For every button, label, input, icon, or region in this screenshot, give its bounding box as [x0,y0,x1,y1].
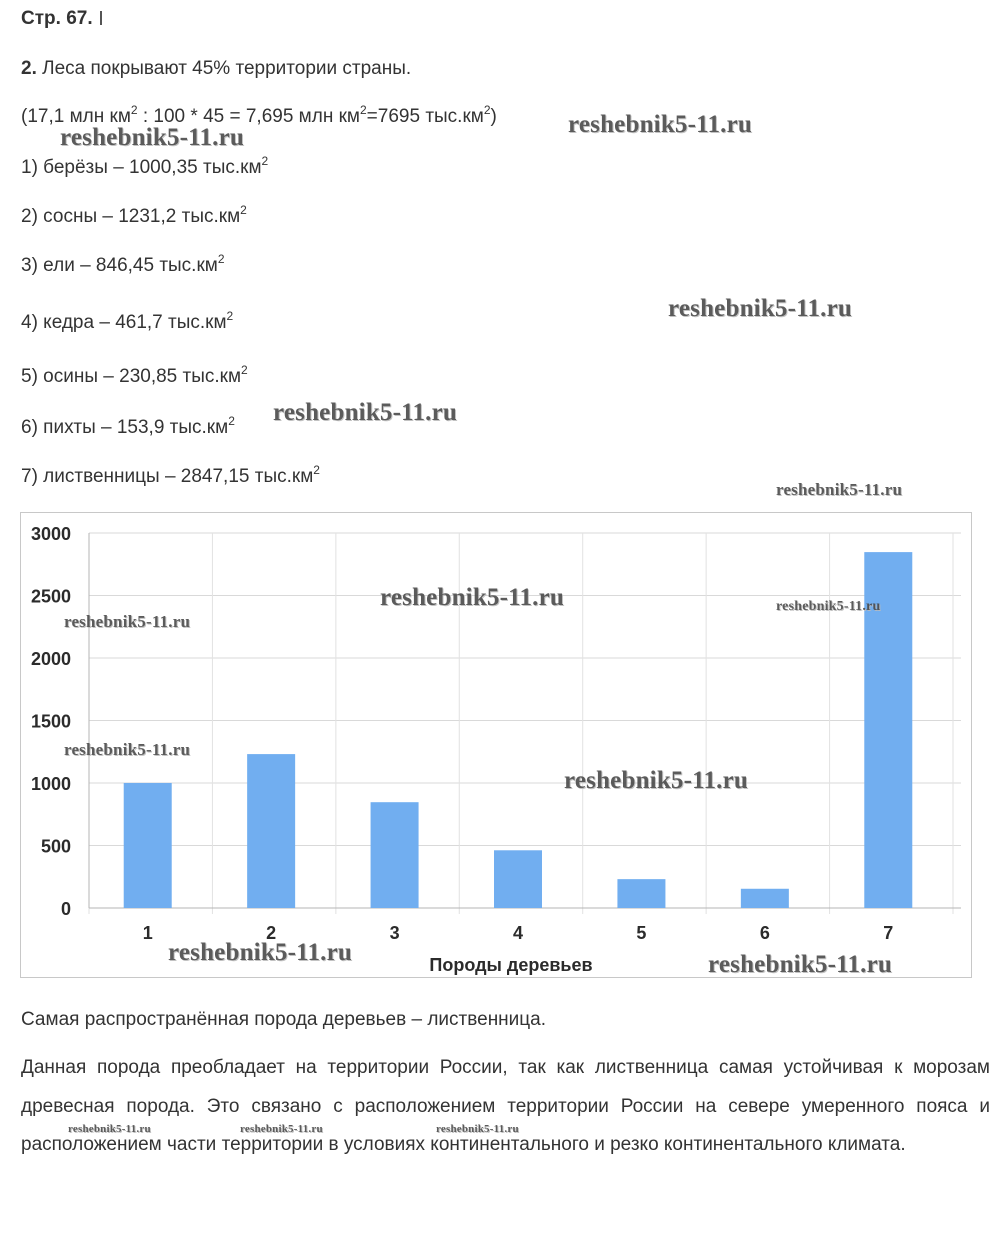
calc-part-d: ) [490,106,497,127]
watermark: reshebnik5-11.ru [68,1123,151,1135]
page-reference-cursor [100,11,102,25]
list-item-sup: 2 [240,203,247,217]
task-statement-text: Леса покрывают 45% территории страны. [42,58,412,79]
watermark: reshebnik5-11.ru [564,767,749,794]
y-tick-label: 3000 [30,524,71,544]
list-item [21,154,269,179]
conclusion-paragraph: Данная порода преобладает на территории России, так как лиственница самая устойчивая к морозам древесная порода. Это связано с расположением территории России на севере умеренного пояса и расположением части территории в условиях континентального и резко континентального климата. [21,1057,990,1155]
x-tick-label: 5 [636,923,647,943]
calc-part-b: : 100 * 45 = 7,695 млн км [137,106,360,127]
y-tick-label: 500 [40,836,71,857]
x-tick-label: 2 [266,923,277,943]
watermark: reshebnik5-11.ru [273,399,458,426]
list-item-text: 1) берёзы – 1000,35 тыс.км [21,157,262,178]
watermark: reshebnik5-11.ru [64,740,191,759]
y-tick-label: 1000 [30,774,71,794]
list-item-text: 6) пихты – 153,9 тыс.км [21,417,229,438]
list-item-text: 7) лиственницы – 2847,15 тыс.км [21,466,314,487]
x-tick-label: 6 [759,923,770,943]
list-item-sup: 2 [261,154,269,168]
watermark: reshebnik5-11.ru [708,951,893,978]
y-tick-label: 2000 [30,649,71,669]
x-tick-label: 1 [142,923,153,943]
x-axis-label: Породы деревьев [429,955,593,975]
x-tick-label: 4 [512,923,524,943]
conclusion-summary: Самая распространённая порода деревьев – лиственница. [21,1009,547,1030]
bar [371,802,419,908]
watermark: reshebnik5-11.ru [776,599,881,614]
list-item-sup: 2 [217,252,225,266]
calc-part-a: (17,1 млн км [21,106,131,127]
watermark: reshebnik5-11.ru [240,1123,323,1135]
bar [617,879,665,908]
y-tick-label: 0 [60,899,71,919]
page-reference [21,8,102,30]
list-item-sup: 2 [228,414,235,428]
bar [247,754,295,908]
watermark: reshebnik5-11.ru [776,480,903,499]
list-item-text: 3) ели – 846,45 тыс.км [21,255,218,276]
list-item-sup: 2 [313,463,320,477]
watermark: reshebnik5-11.ru [568,111,753,138]
task-statement [21,58,411,80]
y-tick-label: 2500 [30,586,71,607]
x-tick-label: 7 [883,923,894,943]
list-item-text: 5) осины – 230,85 тыс.км [21,366,242,387]
list-item [21,252,225,277]
bar [494,850,542,908]
watermark: reshebnik5-11.ru [60,124,245,151]
list-item-text: 4) кедра – 461,7 тыс.км [21,312,227,333]
calc-sup-2: 2 [359,103,367,117]
watermark: reshebnik5-11.ru [668,295,853,322]
bar [124,783,172,908]
watermark: reshebnik5-11.ru [168,939,353,966]
calc-sup-3: 2 [483,103,491,117]
page-reference-text: Стр. 67. [21,8,93,29]
x-tick-label: 3 [389,923,400,943]
list-item [21,309,234,334]
calc-part-c: =7695 тыс.км [366,106,484,127]
list-item [21,203,247,228]
list-item-sup: 2 [226,309,234,323]
calc-sup-1: 2 [130,103,138,117]
bar [741,889,789,908]
watermark: reshebnik5-11.ru [64,612,191,631]
watermark: reshebnik5-11.ru [436,1123,519,1135]
y-tick-label: 1500 [30,711,71,732]
list-item-text: 2) сосны – 1231,2 тыс.км [21,206,241,227]
list-item [21,363,248,388]
watermark: reshebnik5-11.ru [380,584,565,611]
list-item [21,414,235,439]
list-item [21,463,320,488]
task-number: 2. [21,58,37,79]
list-item-sup: 2 [241,363,248,377]
